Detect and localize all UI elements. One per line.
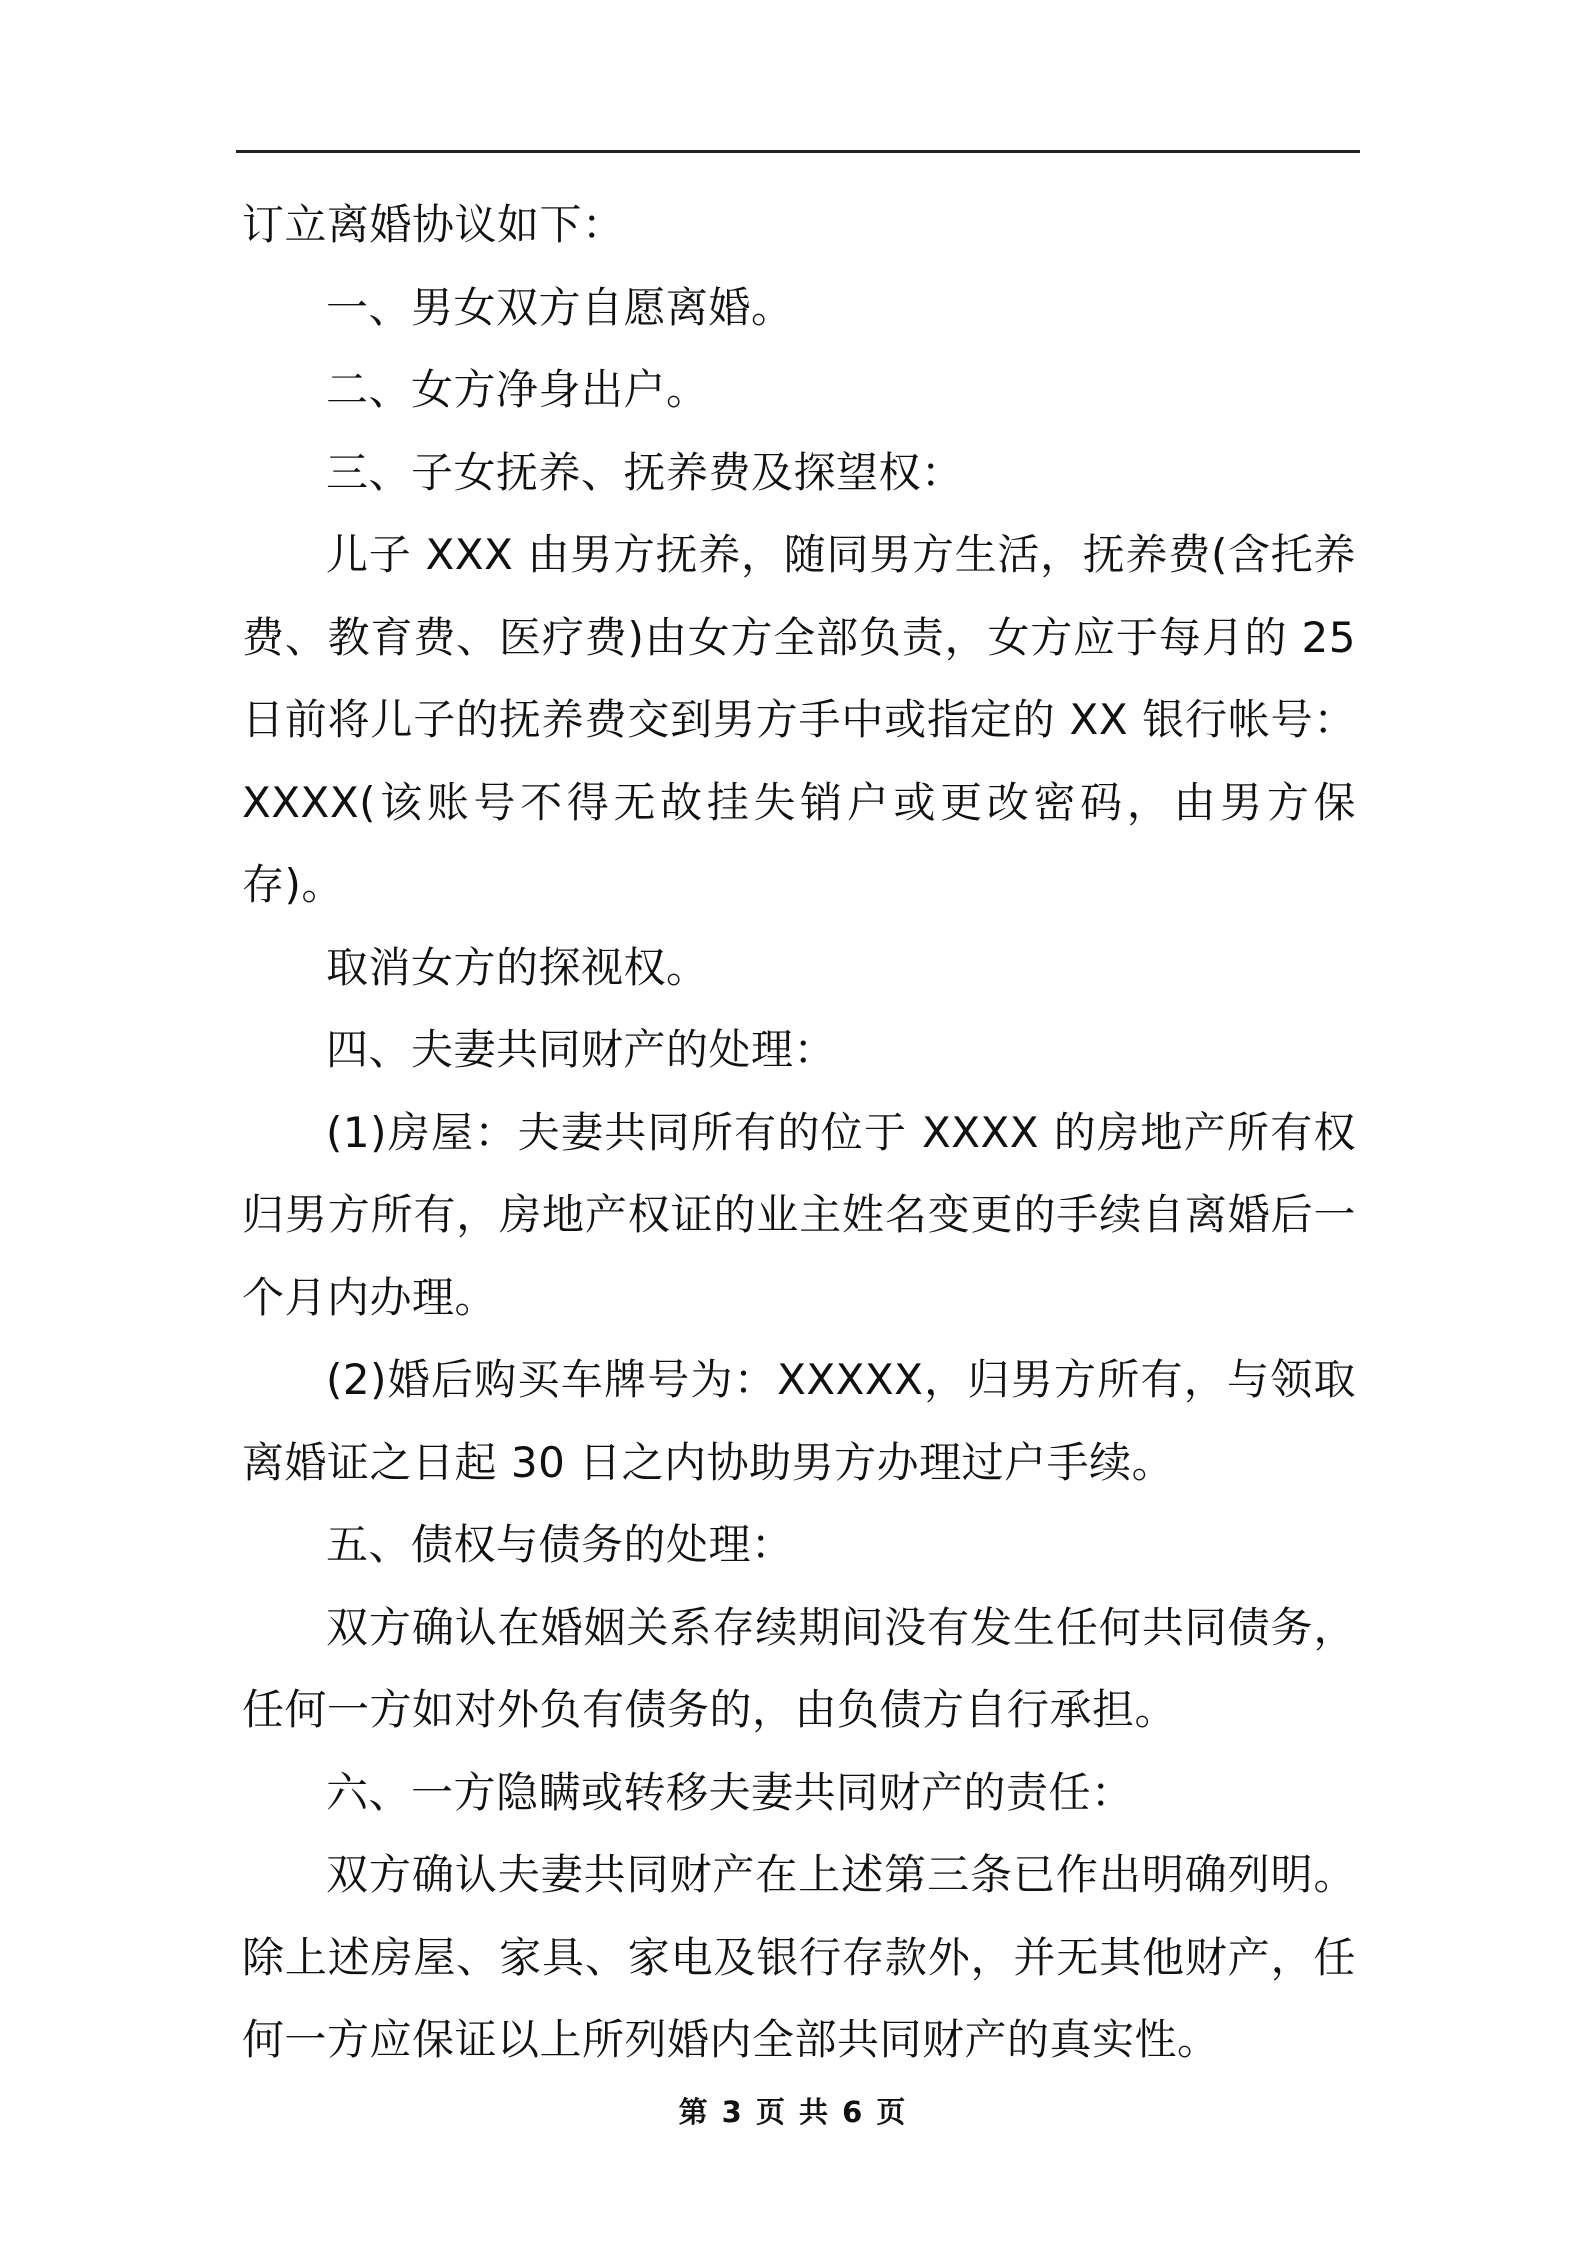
paragraph-clause-6-body: 双方确认夫妻共同财产在上述第三条已作出明确列明。除上述房屋、家具、家电及银行存款外，并无其他财产，任何一方应保证以上所列婚内全部共同财产的真实性。 [242, 1850, 1356, 2064]
paragraph-clause-4-title: 四、夫妻共同财产的处理： [326, 1025, 837, 1074]
paragraph-clause-3-visit: 取消女方的探视权。 [326, 942, 709, 992]
paragraph-clause-4-car: (2)婚后购买车牌号为：XXXXX，归男方所有，与领取离婚证之日起 30 日之内协助男方办理过户手续。 [242, 1355, 1356, 1487]
paragraph-intro: 订立离婚协议如下： [242, 200, 625, 249]
paragraph-clause-4-house: (1)房屋：夫妻共同所有的位于 XXXX 的房地产所有权归男方所有，房地产权证的业主姓名变更的手续自离婚后一个月内办理。 [242, 1107, 1356, 1322]
document-body [242, 184, 1356, 2082]
paragraph-clause-1: 一、男女双方自愿离婚。 [326, 282, 794, 332]
paragraph-clause-5-title: 五、债权与债务的处理： [326, 1520, 794, 1569]
paragraph-clause-3-title: 三、子女抚养、抚养费及探望权： [326, 447, 964, 497]
paragraph-clause-6-title: 六、一方隐瞒或转移夫妻共同财产的责任： [326, 1767, 1134, 1817]
paragraph-clause-5-body: 双方确认在婚姻关系存续期间没有发生任何共同债务，任何一方如对外负有债务的，由负债方自行承担。 [242, 1602, 1356, 1734]
page-number-footer: 第 3 页 共 6 页 [678, 2095, 908, 2129]
header-divider [236, 150, 1360, 153]
paragraph-clause-3-body: 儿子 XXX 由男方抚养，随同男方生活，抚养费(含托养费、教育费、医疗费)由女方全部负责，女方应于每月的 25 日前将儿子的抚养费交到男方手中或指定的 XX 银行帐号：XXXX(该账号不得无故挂失销户或更改密码，由男方保存)。 [242, 530, 1356, 909]
paragraph-clause-2: 二、女方净身出户。 [326, 365, 709, 414]
